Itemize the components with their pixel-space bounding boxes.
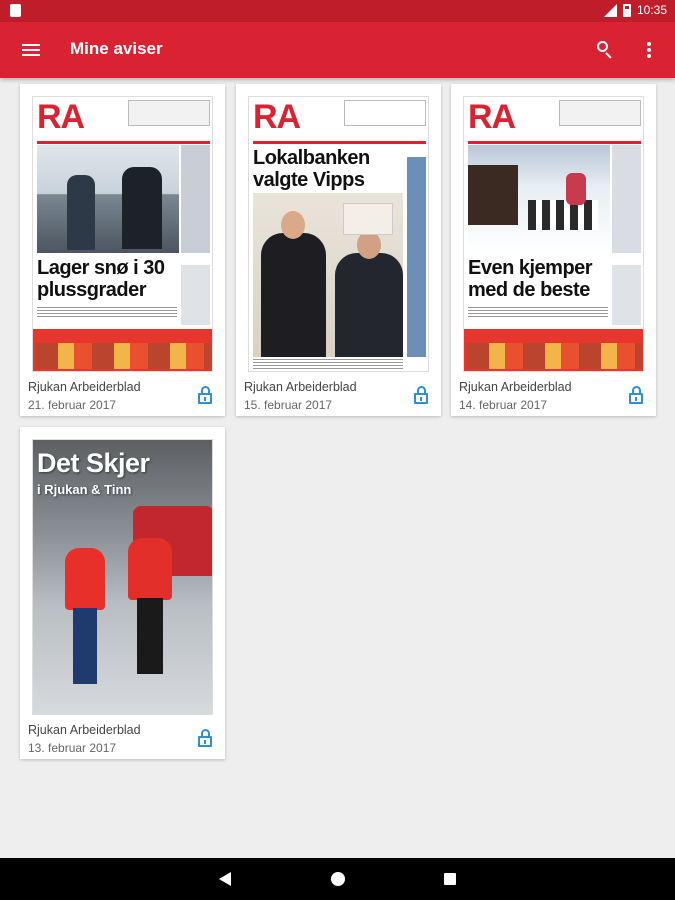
issue-card[interactable] (236, 84, 441, 416)
cover-logo: RA (253, 98, 301, 136)
publication-name: Rjukan Arbeiderblad (28, 380, 141, 394)
signal-icon (604, 4, 617, 17)
app-title: Mine aviser (70, 39, 163, 58)
cover-logo: RA (468, 98, 516, 136)
app-bar (0, 22, 675, 78)
menu-icon[interactable] (22, 41, 42, 59)
issue-card[interactable] (20, 84, 225, 416)
cover-logo: RA (37, 98, 85, 136)
issue-date: 21. februar 2017 (28, 398, 117, 412)
nav-back-icon[interactable] (219, 872, 231, 886)
lock-open-icon[interactable] (198, 386, 212, 404)
cover-advert (464, 329, 644, 372)
battery-icon (623, 4, 631, 17)
lock-open-icon[interactable] (629, 386, 643, 404)
cover-teaser (344, 100, 426, 126)
cover-headline-1: Lager snø i 30 (37, 257, 165, 279)
cover-headline-2: med de beste (468, 279, 590, 301)
newspaper-cover (248, 96, 429, 372)
cover-teaser (128, 100, 210, 126)
cover-headline-1: Even kjemper (468, 257, 593, 279)
issue-card[interactable] (451, 84, 656, 416)
cover-photo (37, 145, 179, 253)
magazine-title: Det Skjer (37, 448, 150, 478)
issue-date: 14. februar 2017 (459, 398, 548, 412)
cover-advert (33, 329, 213, 372)
search-icon[interactable] (596, 40, 616, 60)
nav-recents-icon[interactable] (444, 873, 456, 885)
notification-icon (10, 4, 21, 17)
more-vert-icon[interactable] (644, 40, 654, 60)
cover-teaser (559, 100, 641, 126)
newspaper-cover (32, 96, 213, 372)
magazine-cover (32, 439, 213, 715)
navigation-bar (0, 858, 675, 900)
cover-photo (468, 145, 610, 253)
cover-headline-1: Lokalbanken (253, 147, 370, 169)
publication-name: Rjukan Arbeiderblad (244, 380, 357, 394)
issue-date: 15. februar 2017 (244, 398, 333, 412)
issue-date: 13. februar 2017 (28, 741, 117, 755)
nav-home-icon[interactable] (331, 872, 345, 886)
status-time: 10:35 (636, 3, 667, 17)
publication-name: Rjukan Arbeiderblad (28, 723, 141, 737)
lock-open-icon[interactable] (198, 729, 212, 747)
cover-headline-2: valgte Vipps (253, 169, 365, 191)
magazine-subtitle: i Rjukan & Tinn (37, 482, 132, 497)
cover-photo (253, 193, 403, 357)
publication-name: Rjukan Arbeiderblad (459, 380, 572, 394)
lock-open-icon[interactable] (414, 386, 428, 404)
issue-card[interactable] (20, 427, 225, 759)
cover-headline-2: plussgrader (37, 279, 146, 301)
newspaper-cover (463, 96, 644, 372)
status-bar (0, 0, 675, 22)
